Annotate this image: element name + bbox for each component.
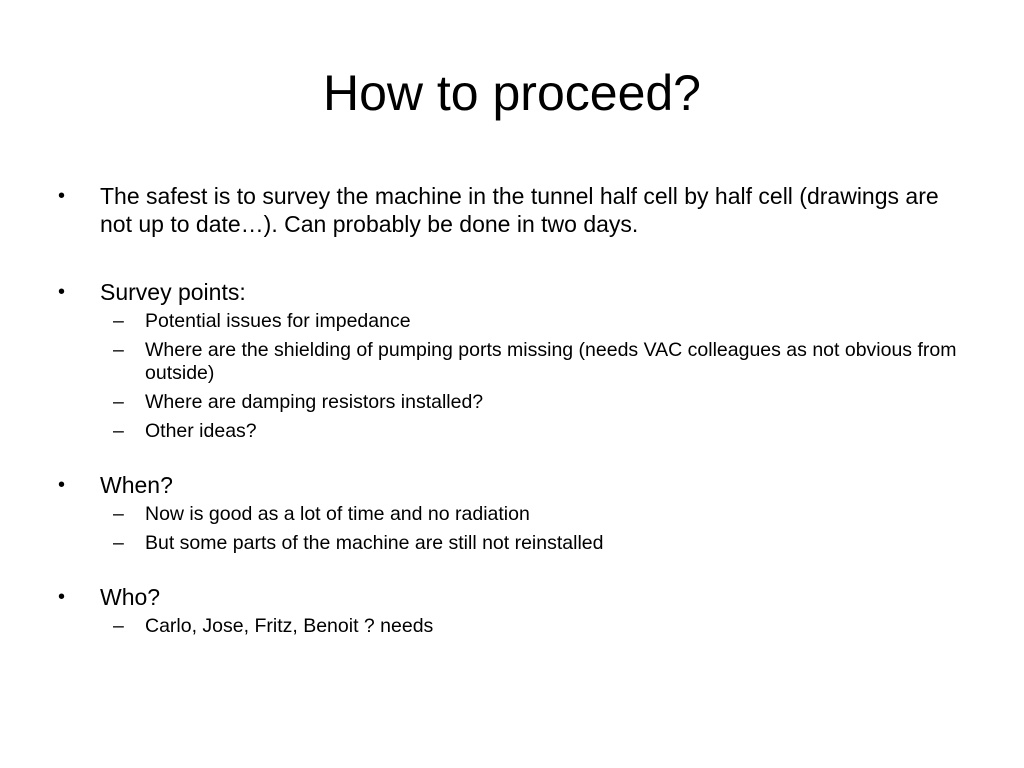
bullet-group: [58, 278, 958, 443]
sub-bullet-item: [58, 420, 958, 443]
dash-marker: –: [113, 420, 124, 442]
sub-bullet-item: [58, 503, 958, 526]
slide-title: How to proceed?: [322, 65, 701, 121]
sub-bullet-text: Where are damping resistors installed?: [145, 391, 484, 413]
bullet-item: [58, 583, 958, 611]
bullet-marker: •: [58, 474, 66, 496]
sub-bullet-text: Carlo, Jose, Fritz, Benoit ? needs: [145, 615, 434, 637]
bullet-group: [58, 471, 958, 555]
dash-marker: –: [113, 532, 124, 554]
sub-bullet-item: [58, 310, 958, 333]
sub-bullet-text: Potential issues for impedance: [145, 310, 411, 332]
dash-marker: –: [113, 339, 124, 361]
dash-marker: –: [113, 391, 124, 413]
dash-marker: –: [113, 615, 124, 637]
bullet-item: [58, 471, 958, 499]
bullet-text: Who?: [100, 584, 161, 610]
bullet-text: Survey points:: [100, 279, 246, 305]
bullet-marker: •: [58, 281, 66, 303]
bullet-list: [58, 182, 958, 666]
sub-bullet-list: [58, 503, 958, 555]
bullet-item: [58, 182, 958, 238]
bullet-group: [58, 583, 958, 638]
sub-bullet-text: But some parts of the machine are still not reinstalled: [145, 532, 604, 554]
bullet-text: The safest is to survey the machine in the tunnel half cell by half cell (drawings are not up to date…). Can probably be done in two days.: [100, 183, 939, 237]
sub-bullet-item: [58, 391, 958, 414]
dash-marker: –: [113, 310, 124, 332]
bullet-marker: •: [58, 586, 66, 608]
bullet-marker: •: [58, 185, 66, 207]
bullet-group: [58, 182, 958, 238]
sub-bullet-text: Now is good as a lot of time and no radiation: [145, 503, 530, 525]
sub-bullet-item: [58, 339, 958, 385]
bullet-item: [58, 278, 958, 306]
sub-bullet-text: Other ideas?: [145, 420, 257, 442]
bullet-text: When?: [100, 472, 173, 498]
sub-bullet-text: Where are the shielding of pumping ports missing (needs VAC colleagues as not obvious from outside): [145, 339, 957, 384]
sub-bullet-list: [58, 615, 958, 638]
sub-bullet-item: [58, 532, 958, 555]
dash-marker: –: [113, 503, 124, 525]
sub-bullet-item: [58, 615, 958, 638]
sub-bullet-list: [58, 310, 958, 443]
